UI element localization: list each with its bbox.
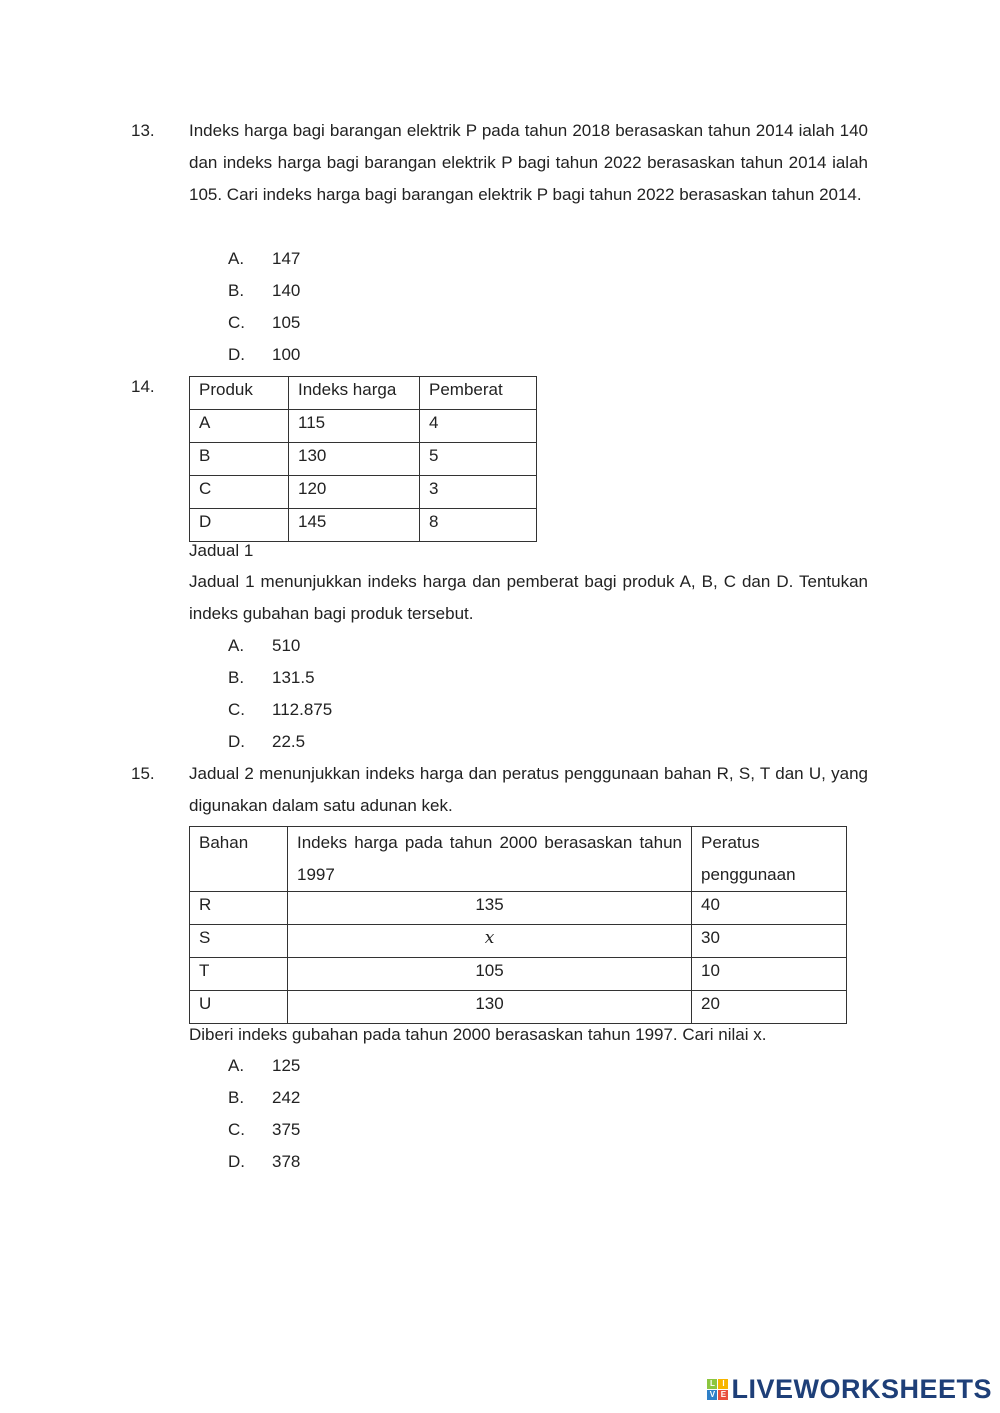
cell: 145 [289,509,420,542]
option-letter: A. [228,636,245,655]
option-value: 22.5 [272,732,306,751]
option-letter: B. [228,1088,245,1107]
table-row [190,892,847,925]
logo-letter: L [707,1379,717,1389]
header-cell: Produk [190,377,289,410]
cell: x [288,925,692,958]
q15-option-a[interactable] [228,1050,300,1082]
cell: 130 [288,991,692,1024]
header-cell: Peratus penggunaan [692,827,847,892]
logo-letter: I [718,1379,728,1389]
q14-option-c[interactable] [228,694,332,726]
cell: 40 [692,892,847,925]
live-logo-icon [707,1379,728,1400]
option-value: 375 [272,1120,301,1139]
cell: 8 [420,509,537,542]
table-2 [189,826,847,1024]
option-letter: C. [228,1120,245,1139]
cell: 5 [420,443,537,476]
q13-option-d[interactable] [228,339,300,371]
option-value: 131.5 [272,668,315,687]
cell: T [190,958,288,991]
header-cell: Pemberat [420,377,537,410]
liveworksheets-logo [707,1374,992,1405]
question-15-text: Jadual 2 menunjukkan indeks harga dan peratus penggunaan bahan R, S, T dan U, yang digunakan dalam satu adunan kek. [189,764,868,815]
option-value: 125 [272,1056,301,1075]
q15-option-b[interactable] [228,1082,300,1114]
logo-letter: E [718,1390,728,1400]
option-letter: D. [228,1152,245,1171]
option-letter: D. [228,345,245,364]
question-14-number: 14. [131,377,155,396]
header-cell: Indeks harga pada tahun 2000 berasaskan tahun 1997 [288,827,692,892]
table-header-row [190,377,537,410]
cell: 105 [288,958,692,991]
option-value: 242 [272,1088,301,1107]
q13-option-b[interactable] [228,275,300,307]
table-1-caption: Jadual 1 [189,541,254,560]
question-13-text: Indeks harga bagi barangan elektrik P pada tahun 2018 berasaskan tahun 2014 ialah 140 dan indeks harga bagi barangan elektrik P bagi tahun 2022 berasaskan tahun 2014 ialah 105. Cari indeks harga bagi barangan elektrik P bagi tahun 2022 berasaskan tahun 2014. [189,121,868,204]
q14-option-a[interactable] [228,630,300,662]
q14-option-b[interactable] [228,662,315,694]
cell: 20 [692,991,847,1024]
cell: 115 [289,410,420,443]
cell: 130 [289,443,420,476]
header-cell: Indeks harga [289,377,420,410]
option-value: 378 [272,1152,301,1171]
question-15-number: 15. [131,764,155,783]
option-value: 510 [272,636,301,655]
option-letter: A. [228,1056,245,1075]
question-15-given-text: Diberi indeks gubahan pada tahun 2000 berasaskan tahun 1997. Cari nilai x. [189,1025,767,1044]
option-letter: C. [228,700,245,719]
logo-text: LIVEWORKSHEETS [731,1374,992,1404]
table-row [190,925,847,958]
table-1 [189,376,537,542]
option-value: 105 [272,313,301,332]
table-header-row [190,827,847,892]
option-value: 100 [272,345,301,364]
q15-option-d[interactable] [228,1146,300,1178]
option-value: 147 [272,249,301,268]
q15-option-c[interactable] [228,1114,300,1146]
option-value: 140 [272,281,301,300]
cell: 10 [692,958,847,991]
cell: C [190,476,289,509]
option-letter: D. [228,732,245,751]
cell: U [190,991,288,1024]
cell: A [190,410,289,443]
table-row [190,958,847,991]
cell: B [190,443,289,476]
cell: 135 [288,892,692,925]
cell: S [190,925,288,958]
q13-option-c[interactable] [228,307,300,339]
cell: R [190,892,288,925]
cell: 3 [420,476,537,509]
option-letter: B. [228,281,245,300]
option-value: 112.875 [272,700,333,719]
logo-letter: V [707,1390,717,1400]
header-cell: Bahan [190,827,288,892]
question-13-number: 13. [131,121,155,140]
cell: 30 [692,925,847,958]
question-14-text: Jadual 1 menunjukkan indeks harga dan pemberat bagi produk A, B, C dan D. Tentukan indeks gubahan bagi produk tersebut. [189,572,868,623]
table-row [190,443,537,476]
table-row [190,410,537,443]
q14-option-d[interactable] [228,726,305,758]
option-letter: A. [228,249,245,268]
cell: 120 [289,476,420,509]
cell: D [190,509,289,542]
q13-option-a[interactable] [228,243,300,275]
table-row [190,476,537,509]
option-letter: C. [228,313,245,332]
cell: 4 [420,410,537,443]
option-letter: B. [228,668,245,687]
